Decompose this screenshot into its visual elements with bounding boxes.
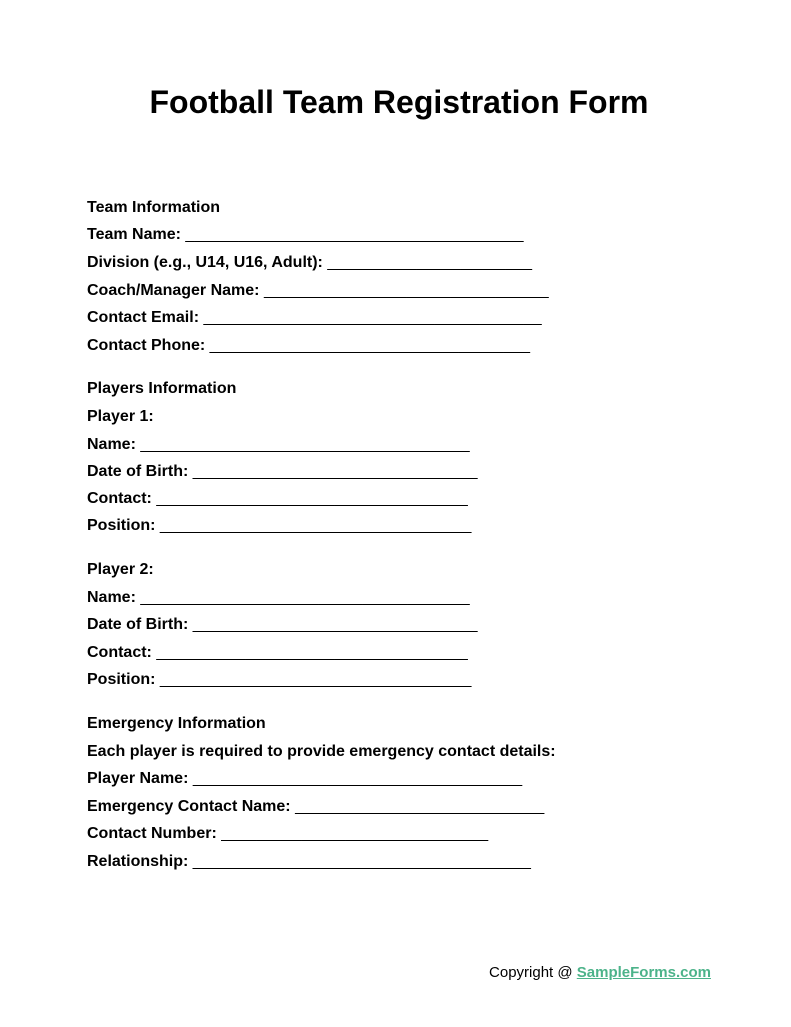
player2-contact-blank[interactable]: ___________________________________ — [156, 644, 468, 661]
player2-dob-field — [87, 615, 478, 635]
division-blank[interactable]: _______________________ — [327, 254, 533, 271]
team-name-label: Team Name: — [87, 226, 181, 243]
player2-dob-label: Date of Birth: — [87, 616, 189, 633]
division-label: Division (e.g., U14, U16, Adult): — [87, 254, 323, 271]
player2-contact-field — [87, 643, 468, 663]
emergency-player-name-label: Player Name: — [87, 770, 189, 787]
phone-blank[interactable]: ____________________________________ — [209, 337, 531, 354]
player2-name-field — [87, 588, 470, 608]
emergency-contact-name-field — [87, 797, 544, 817]
player2-position-label: Position: — [87, 671, 156, 688]
email-field — [87, 308, 542, 328]
player1-position-field — [87, 516, 471, 536]
player1-name-field — [87, 435, 470, 455]
coach-label: Coach/Manager Name: — [87, 282, 260, 299]
player2-position-blank[interactable]: ___________________________________ — [159, 671, 472, 688]
emergency-relationship-label: Relationship: — [87, 853, 189, 870]
player2-name-blank[interactable]: _____________________________________ — [140, 589, 470, 606]
emergency-player-name-blank[interactable]: _____________________________________ — [192, 770, 523, 787]
emergency-contact-name-label: Emergency Contact Name: — [87, 798, 291, 815]
player1-heading: Player 1: — [87, 408, 154, 425]
player2-heading: Player 2: — [87, 561, 154, 578]
team-name-blank[interactable]: ______________________________________ — [185, 226, 524, 243]
player1-name-blank[interactable]: _____________________________________ — [140, 436, 470, 453]
emergency-player-name-field — [87, 769, 522, 789]
email-label: Contact Email: — [87, 309, 200, 326]
coach-field — [87, 281, 549, 301]
copyright-footer — [489, 963, 711, 983]
player2-dob-blank[interactable]: ________________________________ — [192, 616, 478, 633]
copyright-text: Copyright @ — [489, 964, 577, 981]
team-info-heading: Team Information — [87, 199, 221, 216]
emergency-contact-number-label: Contact Number: — [87, 825, 217, 842]
emergency-relationship-blank[interactable]: ______________________________________ — [192, 853, 531, 870]
player2-position-field — [87, 670, 471, 690]
player1-dob-blank[interactable]: ________________________________ — [192, 463, 478, 480]
emergency-contact-number-field — [87, 824, 488, 844]
sampleforms-link[interactable]: SampleForms.com — [576, 964, 711, 981]
player1-dob-label: Date of Birth: — [87, 463, 189, 480]
division-field — [87, 253, 532, 273]
emergency-info-heading: Emergency Information — [87, 715, 266, 732]
emergency-contact-name-blank[interactable]: ____________________________ — [295, 798, 545, 815]
phone-field — [87, 336, 530, 356]
team-name-field — [87, 225, 524, 245]
emergency-relationship-field — [87, 852, 531, 872]
player1-name-label: Name: — [87, 436, 136, 453]
emergency-instruction: Each player is required to provide emergency contact details: — [87, 743, 556, 760]
player1-position-blank[interactable]: ___________________________________ — [159, 517, 472, 534]
player1-contact-label: Contact: — [87, 490, 152, 507]
emergency-contact-number-blank[interactable]: ______________________________ — [221, 825, 489, 842]
player1-dob-field — [87, 462, 478, 482]
email-blank[interactable]: ______________________________________ — [203, 309, 542, 326]
page-title: Football Team Registration Form — [149, 84, 649, 120]
players-info-heading: Players Information — [87, 380, 237, 397]
player1-contact-blank[interactable]: ___________________________________ — [156, 490, 468, 507]
player1-position-label: Position: — [87, 517, 156, 534]
player2-name-label: Name: — [87, 589, 136, 606]
coach-blank[interactable]: ________________________________ — [263, 282, 549, 299]
phone-label: Contact Phone: — [87, 337, 206, 354]
player1-contact-field — [87, 489, 468, 509]
player2-contact-label: Contact: — [87, 644, 152, 661]
